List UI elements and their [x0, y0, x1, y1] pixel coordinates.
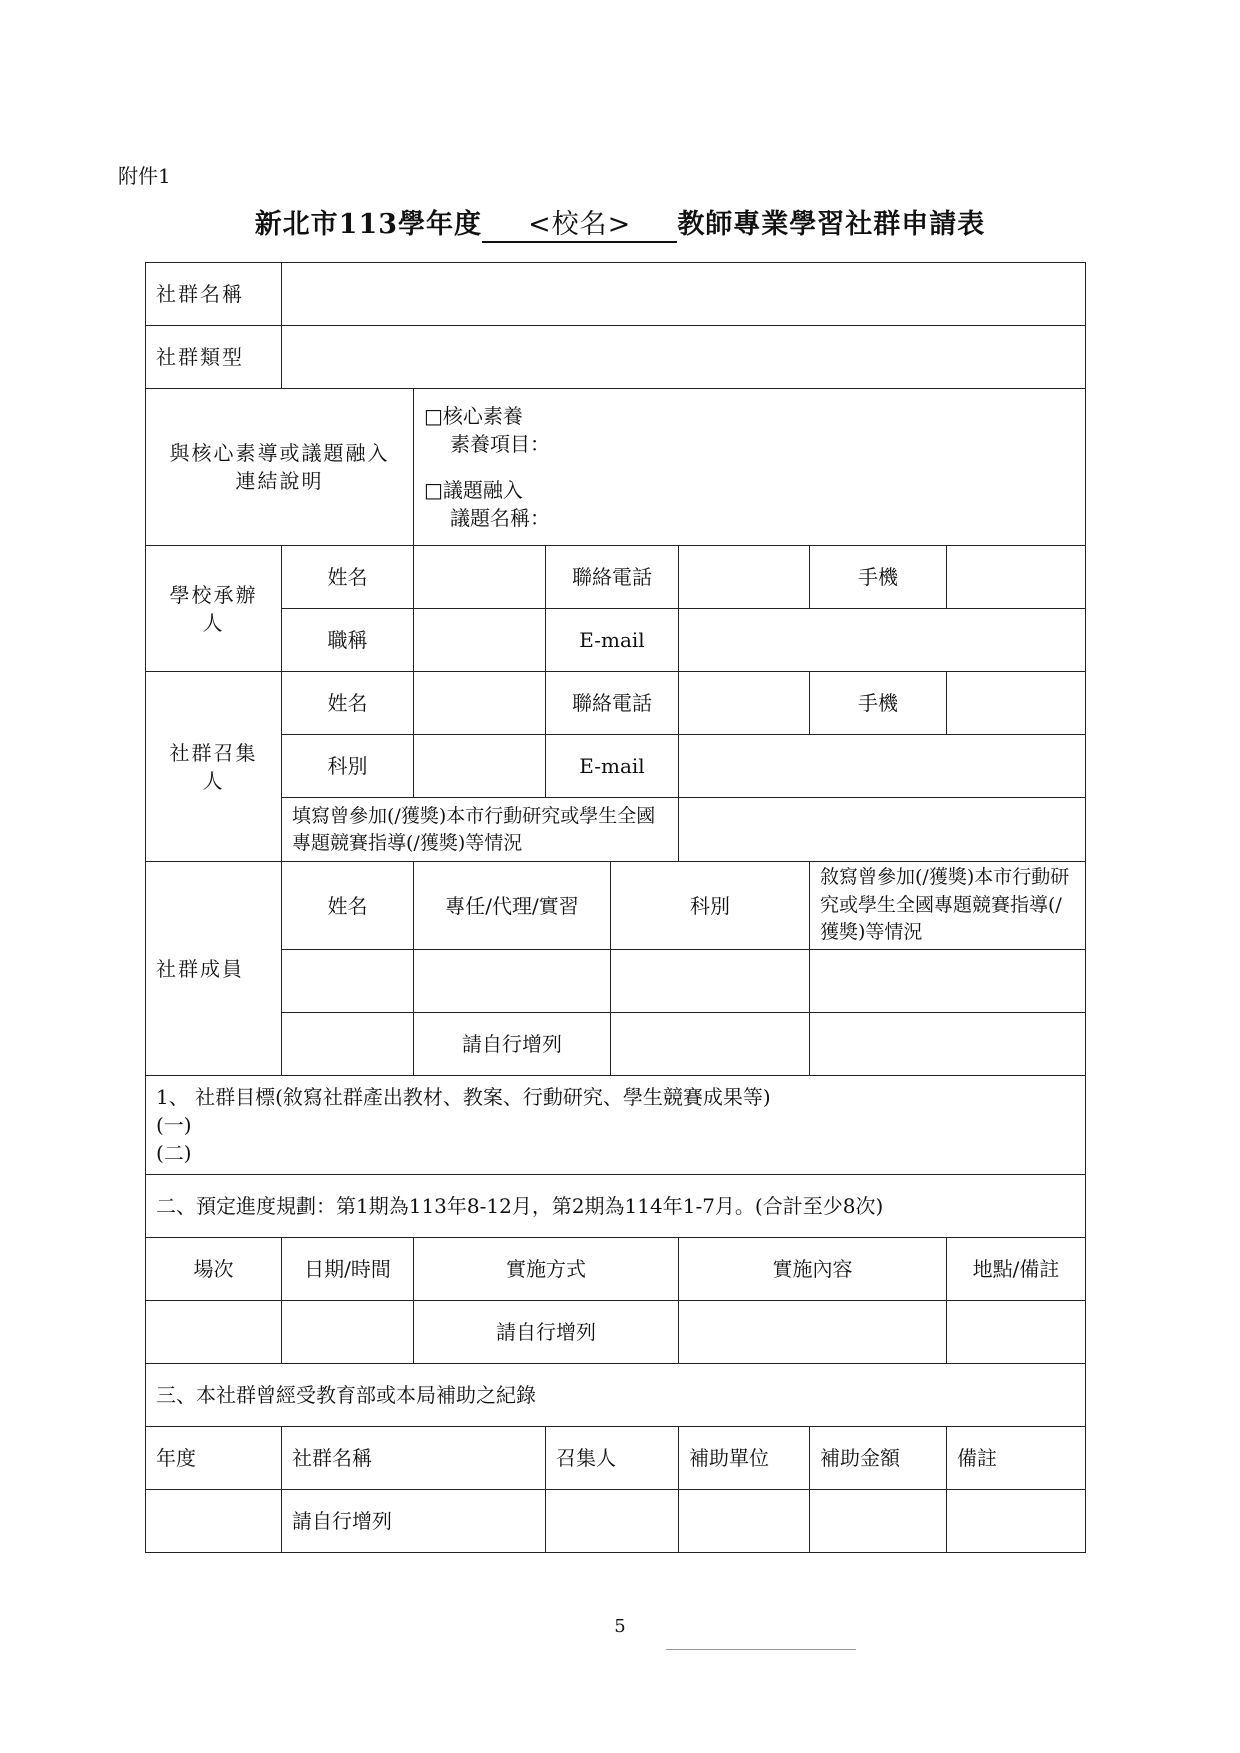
subsidy-amount-input[interactable] — [810, 1490, 947, 1553]
subsidy-col-unit: 補助單位 — [679, 1427, 810, 1490]
subsidy-data-row — [146, 1490, 1086, 1553]
title-suffix: 教師專業學習社群申請表 — [677, 209, 986, 240]
competency-item-label: 素養項目： — [450, 432, 550, 456]
convener-subject-input[interactable] — [414, 735, 546, 798]
subsidy-col-year: 年度 — [146, 1427, 282, 1490]
schedule-location-input[interactable] — [947, 1301, 1086, 1364]
member-subject-input[interactable] — [611, 1013, 810, 1076]
convener-experience-label: 填寫曾參加(/獲獎)本市行動研究或學生全國專題競賽指導(/獲獎)等情況 — [282, 798, 679, 862]
member-name-input[interactable] — [282, 1013, 414, 1076]
members-add-row — [146, 1013, 1086, 1076]
subsidy-note-input[interactable] — [947, 1490, 1086, 1553]
member-experience-input[interactable] — [810, 1013, 1086, 1076]
goals-item-1: (一) — [156, 1113, 192, 1137]
member-status-input[interactable] — [414, 950, 611, 1013]
schedule-datetime-input[interactable] — [282, 1301, 414, 1364]
competency-link-options — [414, 389, 1086, 546]
subsidy-unit-input[interactable] — [679, 1490, 810, 1553]
school-contact-row-2 — [146, 609, 1086, 672]
group-type-label: 社群類型 — [146, 326, 282, 389]
school-name-blank[interactable]: <校名> — [482, 202, 677, 243]
schedule-add-rows-note: 請自行增列 — [414, 1301, 679, 1364]
member-name-input[interactable] — [282, 950, 414, 1013]
form-title — [150, 202, 1090, 243]
members-col-status: 專任/代理/實習 — [414, 862, 611, 950]
convener-mobile-label: 手機 — [810, 672, 947, 735]
competency-link-row — [146, 389, 1086, 546]
goals-row — [146, 1076, 1086, 1175]
goals-item-2: (二) — [156, 1141, 192, 1165]
school-contact-title-label: 職稱 — [282, 609, 414, 672]
subsidy-header-row — [146, 1427, 1086, 1490]
schedule-col-content: 實施內容 — [679, 1238, 947, 1301]
subsidy-col-name: 社群名稱 — [282, 1427, 546, 1490]
school-contact-label: 學校承辦人 — [146, 546, 282, 672]
convener-name-input[interactable] — [414, 672, 546, 735]
schedule-data-row — [146, 1301, 1086, 1364]
group-name-label: 社群名稱 — [146, 263, 282, 326]
core-competency-checkbox[interactable]: □核心素養 — [424, 404, 523, 428]
school-contact-name-label: 姓名 — [282, 546, 414, 609]
schedule-heading: 二、預定進度規劃：第1期為113年8-12月，第2期為114年1-7月。(合計至少8次) — [146, 1175, 1086, 1238]
schedule-col-session: 場次 — [146, 1238, 282, 1301]
subsidy-heading-row — [146, 1364, 1086, 1427]
convener-experience-input[interactable] — [679, 798, 1086, 862]
convener-row-2 — [146, 735, 1086, 798]
members-label: 社群成員 — [146, 862, 282, 1076]
goals-cell[interactable] — [146, 1076, 1086, 1175]
members-col-experience: 敘寫曾參加(/獲獎)本市行動研究或學生全國專題競賽指導(/獲獎)等情況 — [810, 862, 1086, 950]
title-prefix: 新北市113學年度 — [254, 209, 483, 240]
school-contact-email-label: E-mail — [546, 609, 679, 672]
member-subject-input[interactable] — [611, 950, 810, 1013]
issue-integration-checkbox[interactable]: □議題融入 — [424, 478, 523, 502]
school-contact-mobile-input[interactable] — [947, 546, 1086, 609]
school-contact-email-input[interactable] — [679, 609, 1086, 672]
subsidy-heading: 三、本社群曾經受教育部或本局補助之紀錄 — [146, 1364, 1086, 1427]
members-col-name: 姓名 — [282, 862, 414, 950]
schedule-col-method: 實施方式 — [414, 1238, 679, 1301]
convener-email-label: E-mail — [546, 735, 679, 798]
schedule-heading-row — [146, 1175, 1086, 1238]
group-name-row — [146, 263, 1086, 326]
members-add-rows-note: 請自行增列 — [414, 1013, 611, 1076]
group-name-input[interactable] — [282, 263, 1086, 326]
convener-email-input[interactable] — [679, 735, 1086, 798]
application-form-table — [145, 262, 1086, 1553]
schedule-col-datetime: 日期/時間 — [282, 1238, 414, 1301]
subsidy-year-input[interactable] — [146, 1490, 282, 1553]
convener-phone-label: 聯絡電話 — [546, 672, 679, 735]
subsidy-convener-input[interactable] — [546, 1490, 679, 1553]
school-contact-title-input[interactable] — [414, 609, 546, 672]
convener-subject-label: 科別 — [282, 735, 414, 798]
schedule-header-row — [146, 1238, 1086, 1301]
goals-heading: 1、 社群目標(敘寫社群產出教材、教案、行動研究、學生競賽成果等) — [156, 1085, 771, 1109]
members-data-row — [146, 950, 1086, 1013]
attachment-label: 附件1 — [118, 164, 171, 188]
competency-link-label: 與核心素導或議題融入連結說明 — [146, 389, 414, 546]
footer-divider — [666, 1649, 856, 1650]
group-type-row — [146, 326, 1086, 389]
convener-row-1 — [146, 672, 1086, 735]
group-type-input[interactable] — [282, 326, 1086, 389]
issue-name-label: 議題名稱： — [450, 506, 550, 530]
school-contact-name-input[interactable] — [414, 546, 546, 609]
members-col-subject: 科別 — [611, 862, 810, 950]
schedule-content-input[interactable] — [679, 1301, 947, 1364]
convener-phone-input[interactable] — [679, 672, 810, 735]
member-experience-input[interactable] — [810, 950, 1086, 1013]
convener-label: 社群召集人 — [146, 672, 282, 862]
subsidy-col-amount: 補助金額 — [810, 1427, 947, 1490]
members-header-row — [146, 862, 1086, 950]
schedule-col-location: 地點/備註 — [947, 1238, 1086, 1301]
page-number: 5 — [614, 1616, 626, 1637]
school-contact-phone-input[interactable] — [679, 546, 810, 609]
convener-mobile-input[interactable] — [947, 672, 1086, 735]
subsidy-col-convener: 召集人 — [546, 1427, 679, 1490]
subsidy-add-rows-note: 請自行增列 — [282, 1490, 546, 1553]
school-contact-row-1 — [146, 546, 1086, 609]
school-contact-phone-label: 聯絡電話 — [546, 546, 679, 609]
subsidy-col-note: 備註 — [947, 1427, 1086, 1490]
convener-name-label: 姓名 — [282, 672, 414, 735]
convener-row-3 — [146, 798, 1086, 862]
school-contact-mobile-label: 手機 — [810, 546, 947, 609]
schedule-session-input[interactable] — [146, 1301, 282, 1364]
